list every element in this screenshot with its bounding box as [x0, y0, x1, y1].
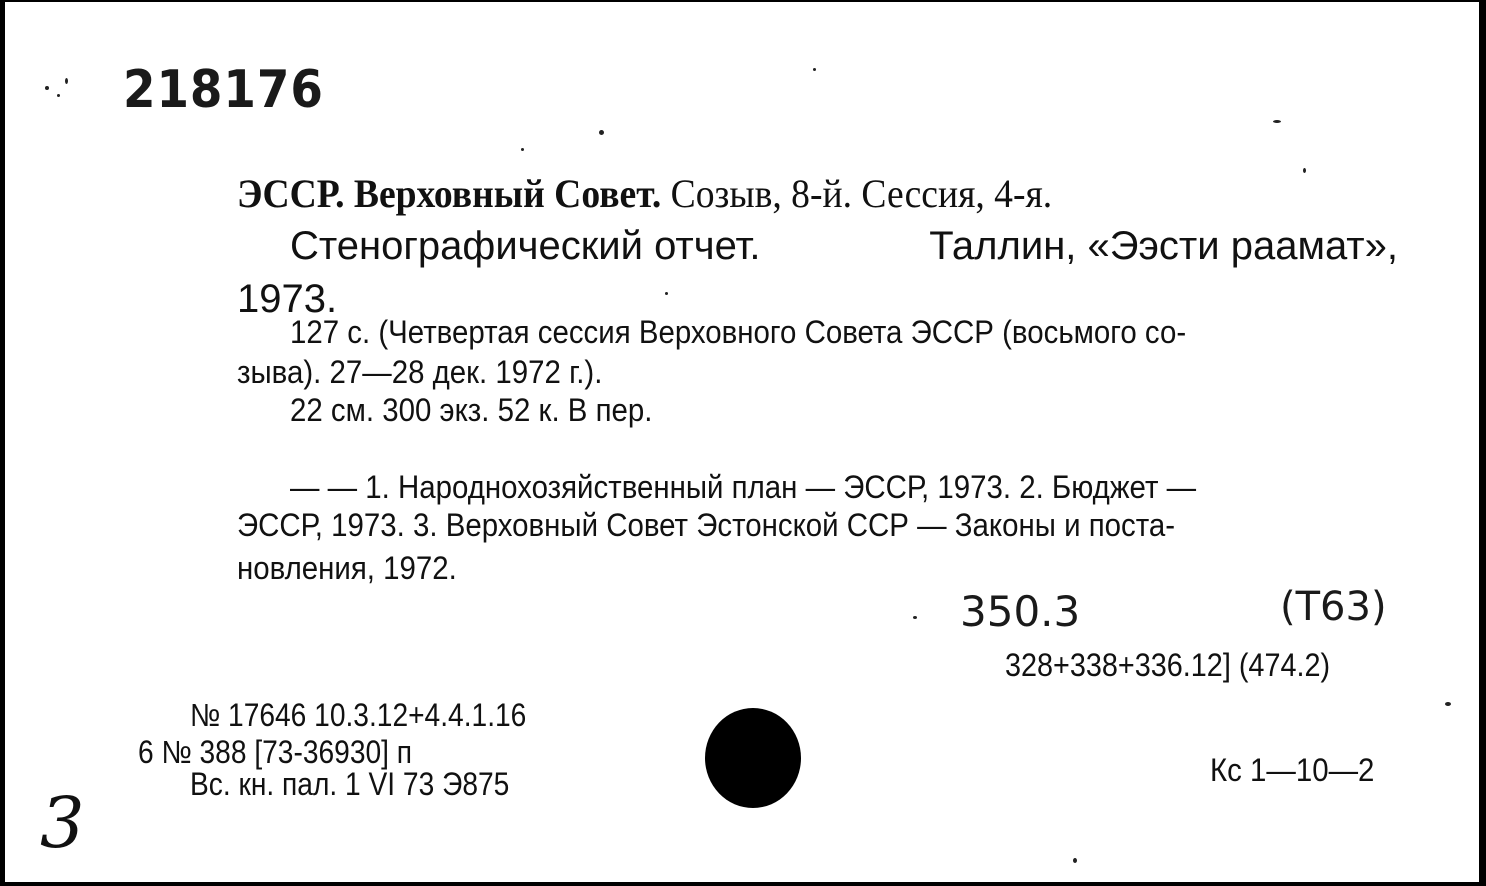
speck — [813, 68, 816, 71]
registration-line-2: 6 № 388 [73-36930] п — [138, 734, 413, 770]
registration-line-1: № 17646 10.3.12+4.4.1.16 — [190, 697, 527, 733]
imprint-place: Таллин, «Ээсти раамат», — [929, 224, 1398, 268]
heading-author: ЭССР. Верховный Совет. — [237, 171, 662, 216]
title-line — [290, 224, 1398, 269]
speck — [57, 94, 60, 97]
speck — [45, 86, 49, 90]
punch-hole — [705, 708, 801, 808]
speck — [65, 78, 68, 84]
speck — [1303, 168, 1306, 173]
speck — [599, 130, 604, 135]
subjects-line-3: новления, 1972. — [237, 550, 457, 586]
description-line-2: зыва). 27—28 дек. 1972 г.). — [237, 354, 603, 390]
heading-session: Созыв, 8-й. Сессия, 4-я. — [661, 171, 1053, 216]
inventory-number: 218176 — [123, 60, 324, 120]
description-line-3: 22 см. 300 экз. 52 к. В пер. — [290, 392, 653, 428]
subjects-line-1: — — 1. Народнохозяйственный план — ЭССР, 1973. 2. Бюджет — — [290, 469, 1197, 505]
speck — [521, 148, 524, 151]
udc-index: 328+338+336.12] (474.2) — [1005, 647, 1331, 683]
speck — [665, 292, 668, 295]
description-line-1: 127 с. (Четвертая сессия Верховного Совета ЭССР (восьмого со- — [290, 314, 1187, 350]
speck — [1073, 858, 1077, 863]
handwritten-tag: (Т63) — [1280, 584, 1387, 630]
handwritten-classification: 350.3 — [960, 587, 1081, 636]
handwritten-page-number: 3 — [40, 782, 85, 864]
speck — [1273, 120, 1281, 123]
speck — [913, 616, 917, 619]
imprint-year: 1973. — [237, 277, 338, 321]
title: Стенографический отчет. — [290, 224, 761, 268]
subjects-line-2: ЭССР, 1973. 3. Верховный Совет Эстонской ССР — Законы и поста- — [237, 507, 1176, 543]
heading — [237, 170, 1052, 217]
speck — [1445, 702, 1451, 706]
card-code: Кс 1—10—2 — [1210, 752, 1375, 788]
registration-line-3: Вс. кн. пал. 1 VI 73 Э875 — [190, 766, 510, 802]
